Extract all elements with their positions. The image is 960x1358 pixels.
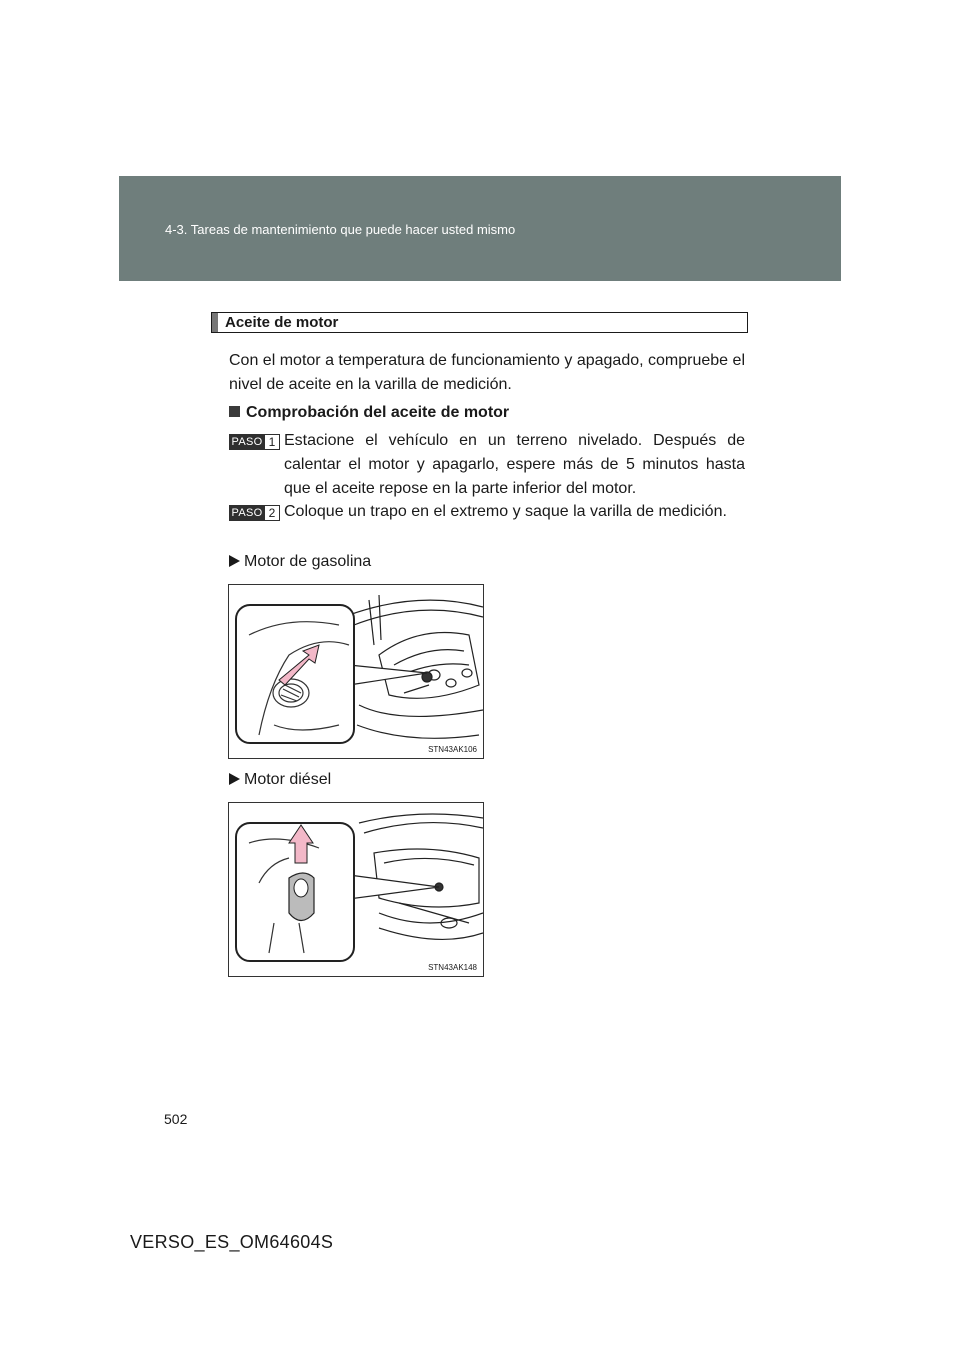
square-bullet-icon: [229, 406, 240, 417]
section-title: Aceite de motor: [225, 314, 339, 331]
subsection-heading: [229, 404, 509, 422]
step-2-text: Coloque un trapo en el extremo y saque la varilla de medición.: [284, 503, 727, 520]
step-1-text: Estacione el vehículo en un terreno nivelado. Después de calentar el motor y apagarlo, espere más de 5 minutos hasta que el aceite repose en la parte inferior del motor.: [284, 432, 745, 497]
section-heading-bar: [212, 313, 218, 332]
step-badge-number: 2: [264, 505, 280, 521]
intro-paragraph: Con el motor a temperatura de funcionamiento y apagado, compruebe el nivel de aceite en la varilla de medición.: [229, 352, 745, 393]
footer-doc-code: VERSO_ES_OM64604S: [130, 1232, 334, 1252]
step-badge-label: PASO: [229, 505, 265, 521]
header-section-title: 4-3. Tareas de mantenimiento que puede hacer usted mismo: [165, 222, 516, 237]
triangle-bullet-icon: [229, 773, 240, 785]
gasoline-engine-figure: [228, 584, 484, 759]
variant-label: Motor diésel: [244, 771, 332, 788]
step-badge-number: 1: [264, 434, 280, 450]
engine-illustration: [229, 803, 483, 976]
variant-label: Motor de gasolina: [244, 553, 372, 570]
subsection-title: Comprobación del aceite de motor: [246, 404, 510, 421]
figure-code: STN43AK106: [428, 745, 477, 754]
triangle-bullet-icon: [229, 555, 240, 567]
variant-diesel: [229, 771, 331, 789]
diesel-engine-figure: [228, 802, 484, 977]
figure-code: STN43AK148: [428, 963, 477, 972]
variant-gasoline: [229, 553, 371, 571]
section-heading: [211, 312, 748, 333]
engine-illustration: [229, 585, 483, 758]
step-badge-label: PASO: [229, 434, 265, 450]
page-number: 502: [164, 1111, 188, 1127]
header-band: [119, 176, 841, 281]
step-2-badge: [229, 505, 279, 521]
step-1-badge: [229, 434, 279, 450]
